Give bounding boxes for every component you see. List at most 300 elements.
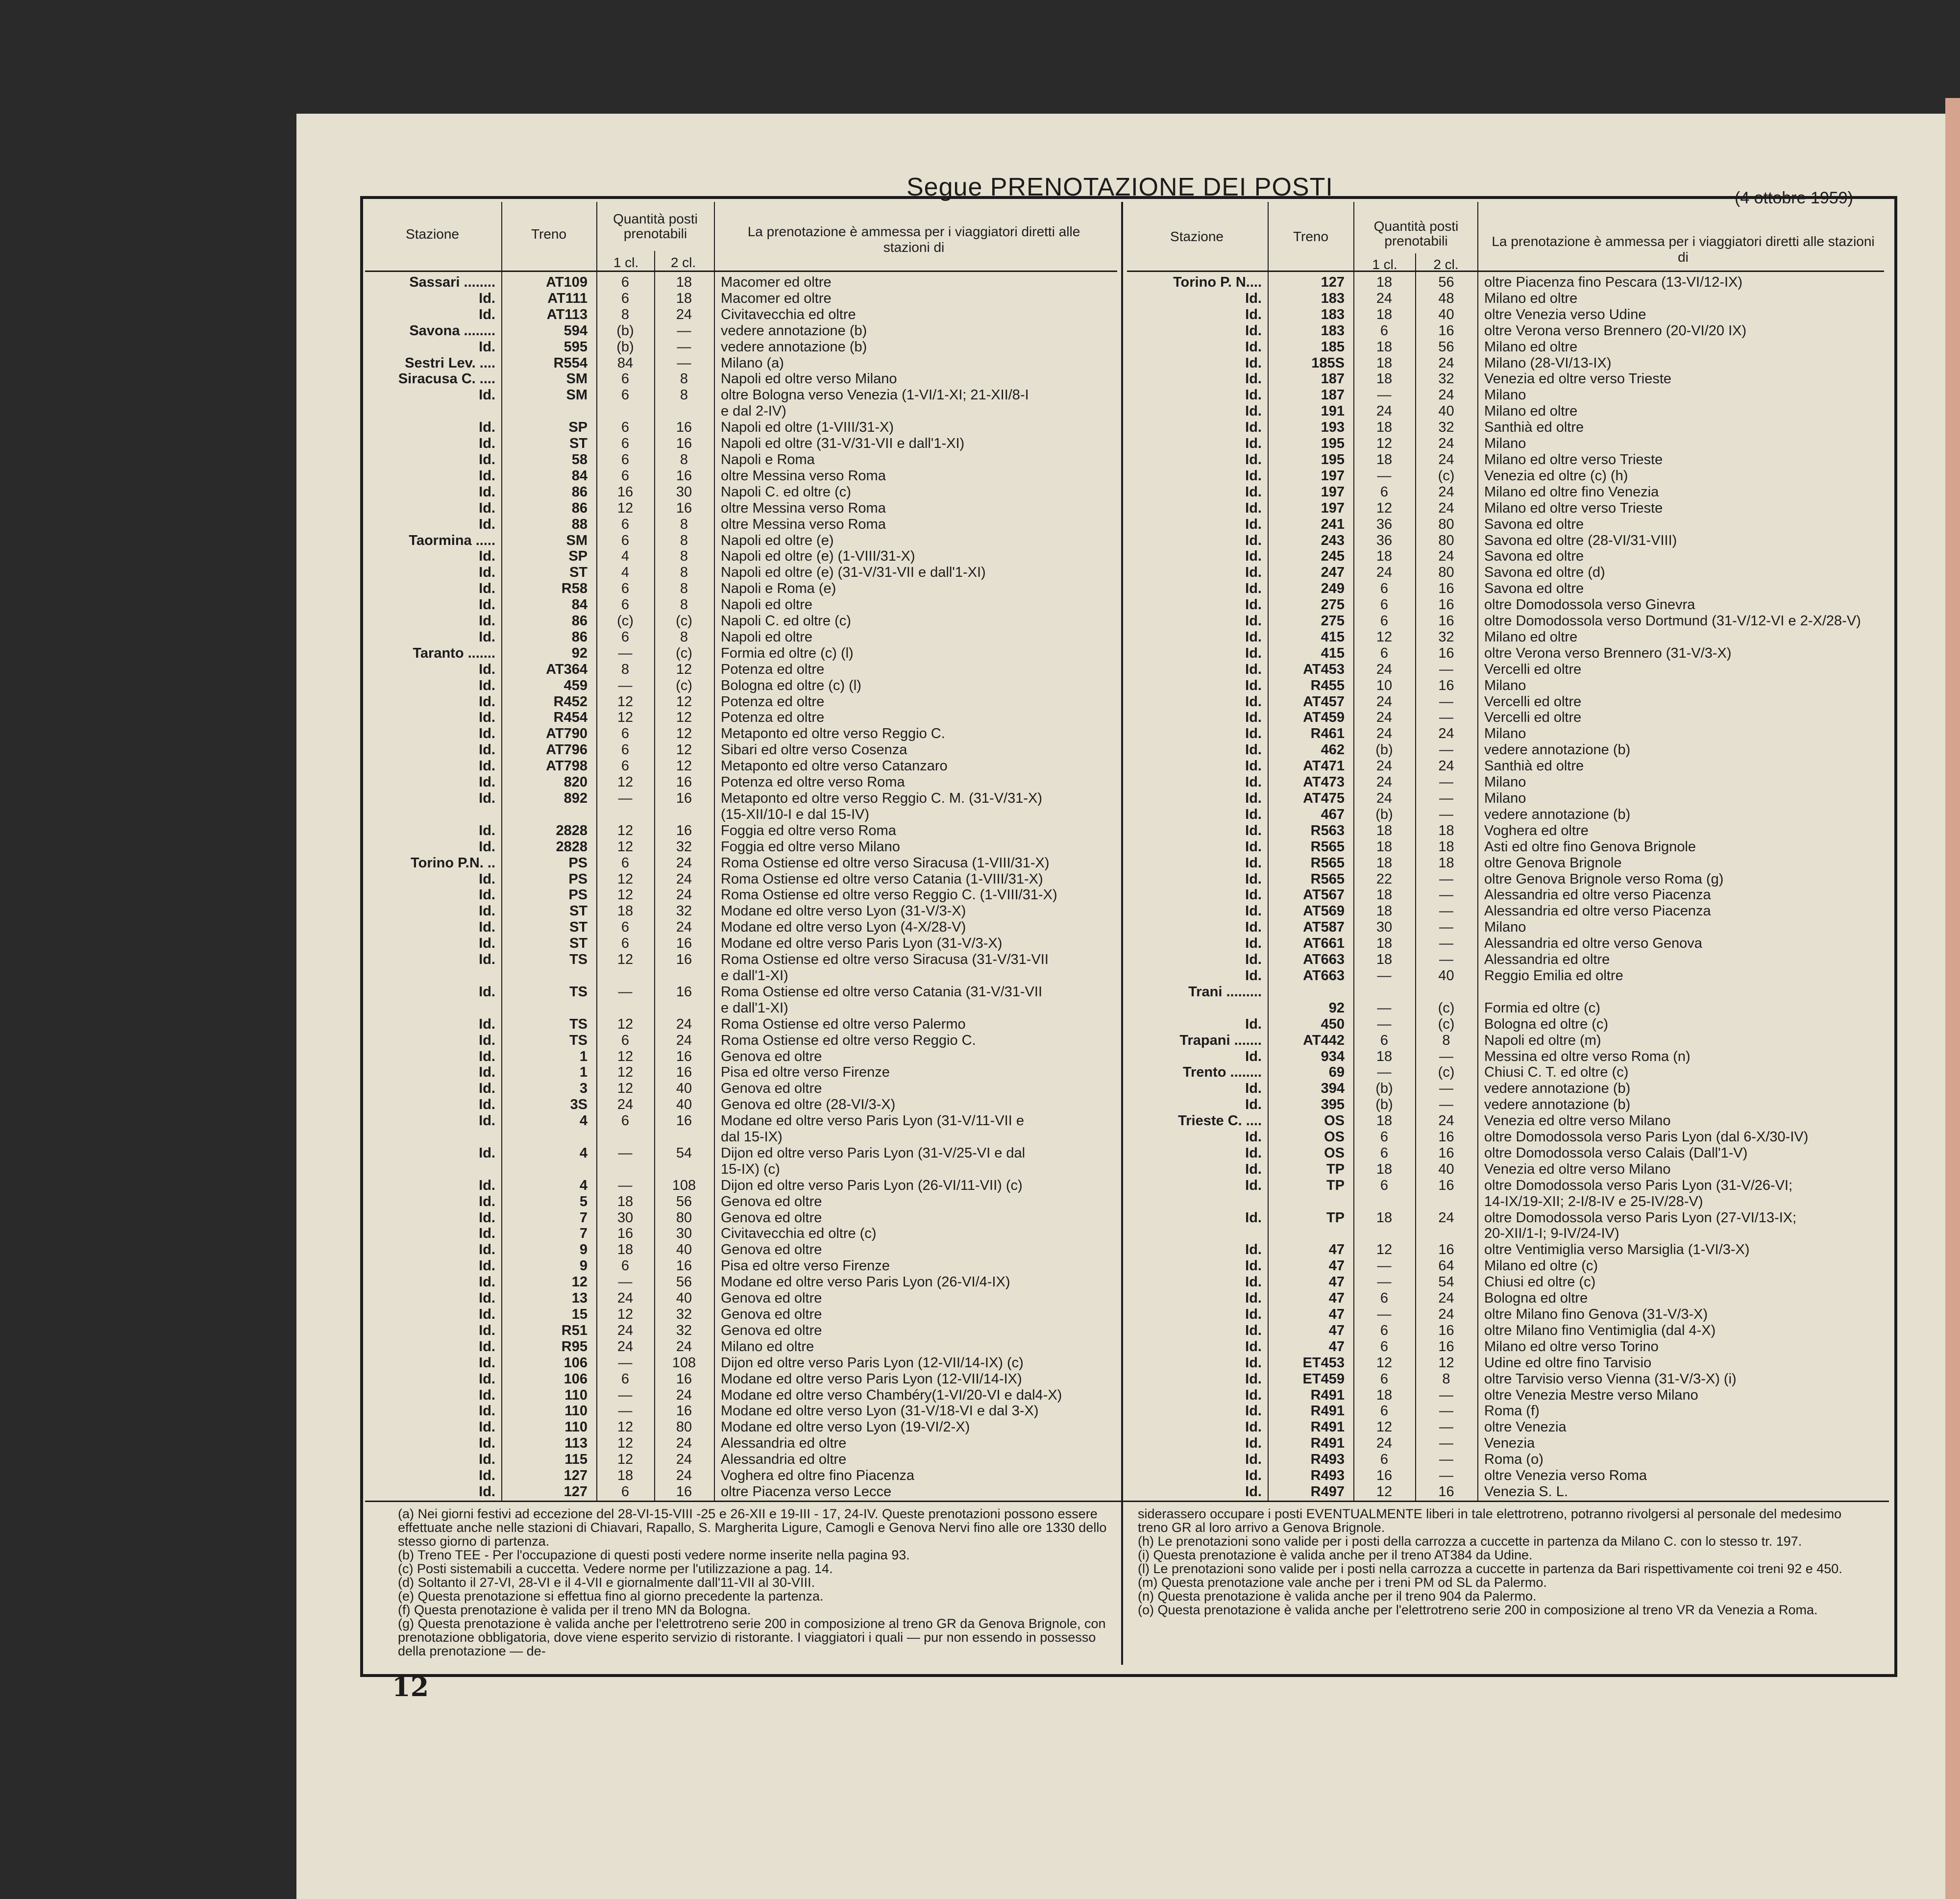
table-row	[365, 468, 1117, 484]
seats-1cl-cell: 6	[1380, 1322, 1389, 1338]
destinations-cell: Venezia ed oltre verso Trieste	[1484, 371, 1672, 387]
destinations-cell: Modane ed oltre verso Paris Lyon (31-V/11-VII e	[721, 1113, 1024, 1129]
seats-1cl-cell: 12	[1376, 1483, 1393, 1500]
table-row	[1127, 1323, 1884, 1339]
station-cell: Id.	[479, 919, 495, 936]
footnote: (i) Questa prenotazione è valida anche per il treno AT384 da Udine.	[1138, 1548, 1533, 1562]
table-row	[365, 919, 1117, 936]
seats-1cl-cell	[1353, 984, 1415, 1000]
train-cell: 69	[1328, 1064, 1345, 1081]
table-row	[1127, 1033, 1884, 1049]
station-cell: Trani .........	[1188, 984, 1262, 1000]
footnote: (d) Soltanto il 27-VI, 28-VI e il 4-VII e giornalmente dall'11-VII al 30-VIII.	[398, 1575, 815, 1590]
train-cell: 88	[571, 516, 588, 532]
train-cell	[1268, 1226, 1353, 1242]
seats-1cl-cell: (b)	[1375, 742, 1393, 758]
train-cell: 462	[1321, 742, 1345, 758]
station-cell: Id.	[1245, 419, 1262, 436]
seats-1cl-cell: 18	[1376, 451, 1393, 468]
train-cell: 86	[571, 484, 588, 500]
train-cell: 86	[571, 500, 588, 516]
station-cell: Id.	[479, 1032, 495, 1048]
destinations-cell: Civitavecchia ed oltre	[721, 306, 856, 322]
seats-2cl-cell: 54	[676, 1145, 692, 1161]
train-cell: 185	[1321, 339, 1345, 355]
footnotes-left	[398, 1507, 1108, 1658]
seats-2cl-cell: (c)	[1438, 1064, 1455, 1081]
destinations-cell: Milano	[1484, 774, 1526, 790]
seats-1cl-cell: 6	[621, 371, 630, 387]
train-cell: ST	[569, 919, 588, 936]
table-row	[1127, 1161, 1884, 1178]
seats-2cl-cell: 8	[680, 532, 688, 548]
station-cell: Torino P.N. ..	[411, 855, 495, 871]
table-row	[1127, 500, 1884, 517]
seats-1cl-cell: 84	[617, 355, 634, 371]
destinations-cell: vedere annotazione (b)	[721, 322, 867, 339]
train-cell: 113	[564, 1435, 588, 1452]
train-cell: AT663	[1303, 952, 1345, 968]
destinations-cell: Venezia ed oltre verso Milano	[1484, 1161, 1671, 1177]
seats-2cl-cell: 24	[676, 919, 692, 936]
station-cell: Id.	[479, 1322, 495, 1338]
seats-1cl-cell: 24	[617, 1322, 634, 1338]
table-row	[1127, 403, 1884, 419]
destinations-cell: Civitavecchia ed oltre (c)	[721, 1226, 877, 1242]
destinations-cell: 20-XII/1-I; 9-IV/24-IV)	[1484, 1226, 1619, 1242]
station-cell: Id.	[1245, 1242, 1262, 1258]
station-cell: Id.	[1245, 1145, 1262, 1161]
destinations-cell: oltre Verona verso Brennero (20-VI/20 IX)	[1484, 322, 1747, 339]
table-row	[1127, 565, 1884, 581]
table-row	[1127, 662, 1884, 678]
destinations-cell: Milano ed oltre verso Trieste	[1484, 451, 1663, 468]
seats-1cl-cell: 6	[621, 855, 630, 871]
train-cell: 3S	[570, 1097, 588, 1113]
seats-2cl-cell: 32	[676, 903, 692, 919]
table-row	[1127, 790, 1884, 807]
seats-1cl-cell: 6	[621, 532, 630, 548]
seats-2cl-cell: 24	[1438, 1209, 1454, 1226]
seats-2cl-cell: 40	[1438, 403, 1454, 419]
train-cell: 9	[579, 1242, 588, 1258]
station-cell: Id.	[479, 984, 495, 1000]
seats-2cl-cell: 8	[1442, 1032, 1450, 1048]
seats-1cl-cell: 6	[621, 726, 630, 742]
destinations-cell: Pisa ed oltre verso Firenze	[721, 1258, 890, 1274]
seats-1cl-cell: 6	[621, 516, 630, 532]
seats-2cl-cell: 8	[680, 597, 688, 613]
destinations-cell: oltre Milano fino Ventimiglia (dal 4-X)	[1484, 1322, 1716, 1338]
table-row	[365, 839, 1117, 855]
station-cell: Id.	[1245, 710, 1262, 726]
train-cell: AT567	[1303, 887, 1345, 903]
table-row	[365, 548, 1117, 565]
seats-2cl-cell: 24	[676, 306, 692, 322]
destinations-cell: Roma (o)	[1484, 1452, 1544, 1468]
table-row	[365, 710, 1117, 726]
seats-2cl-cell: 12	[676, 710, 692, 726]
destinations-cell: oltre Ventimiglia verso Marsiglia (1-VI/3-X)	[1484, 1242, 1750, 1258]
table-row	[365, 533, 1117, 549]
station-cell: Id.	[479, 419, 495, 436]
destinations-cell: 15-IX) (c)	[721, 1161, 780, 1177]
train-cell: ET453	[1302, 1355, 1345, 1371]
station-cell: Id.	[1245, 1403, 1262, 1419]
seats-2cl-cell: 32	[676, 1307, 692, 1322]
train-cell: 195	[1321, 451, 1345, 468]
seats-1cl-cell: 6	[621, 1371, 630, 1387]
seats-2cl-cell: 24	[1438, 500, 1454, 516]
destinations-cell: oltre Messina verso Roma	[721, 516, 886, 532]
seats-2cl-cell: —	[1439, 710, 1453, 726]
seats-1cl-cell: 6	[1380, 1129, 1389, 1145]
destinations-cell: Asti ed oltre fino Genova Brignole	[1484, 839, 1696, 855]
table-row	[365, 1226, 1117, 1242]
destinations-cell: Dijon ed oltre verso Paris Lyon (12-VII/14-IX) (c)	[721, 1355, 1024, 1371]
train-cell: OS	[1324, 1145, 1345, 1161]
destinations-cell: Chiusi C. T. ed oltre (c)	[1484, 1064, 1629, 1081]
seats-2cl-cell: 16	[676, 822, 692, 839]
train-cell: TP	[1326, 1209, 1345, 1226]
seats-1cl-cell: (c)	[617, 613, 634, 629]
seats-1cl-cell: —	[1377, 468, 1392, 484]
table-row	[365, 1452, 1117, 1468]
station-cell: Id.	[1245, 1097, 1262, 1113]
seats-1cl-cell: 6	[621, 597, 630, 613]
table-row	[365, 355, 1117, 371]
table-row	[1127, 1339, 1884, 1355]
seats-1cl-cell: 24	[1376, 726, 1393, 742]
station-cell: Id.	[479, 1355, 495, 1371]
table-row	[1127, 1371, 1884, 1387]
seats-1cl-cell: 36	[1376, 516, 1393, 532]
destinations-cell: Milano ed oltre	[1484, 339, 1578, 355]
station-cell: Id.	[1245, 1258, 1262, 1274]
destinations-cell: Genova ed oltre	[721, 1307, 822, 1322]
train-cell: OS	[1324, 1113, 1345, 1129]
seats-1cl-cell: —	[1377, 1258, 1392, 1274]
train-cell: TS	[569, 984, 588, 1000]
train-cell: 249	[1321, 581, 1345, 597]
seats-1cl-cell: 12	[617, 822, 634, 839]
train-cell: 47	[1328, 1307, 1345, 1322]
station-cell: Id.	[479, 1419, 495, 1435]
station-cell: Id.	[1245, 967, 1262, 984]
train-cell: PS	[568, 855, 588, 871]
seats-2cl-cell: —	[1439, 693, 1453, 710]
destinations-cell: Napoli C. ed oltre (c)	[721, 484, 851, 500]
seats-2cl-cell: 16	[1438, 1242, 1454, 1258]
train-cell: 183	[1321, 322, 1345, 339]
destinations-cell: Milano	[1484, 387, 1526, 403]
train-cell: R58	[561, 581, 588, 597]
destinations-cell: Santhià ed oltre	[1484, 419, 1584, 436]
destinations-cell: Milano ed oltre	[1484, 290, 1578, 306]
destinations-cell: Vercelli ed oltre	[1484, 661, 1582, 677]
seats-1cl-cell: 18	[617, 1242, 634, 1258]
train-cell: 2828	[556, 822, 588, 839]
station-cell: Id.	[1245, 532, 1262, 548]
seats-1cl-cell: 6	[621, 1113, 630, 1129]
seats-1cl-cell: 6	[621, 419, 630, 436]
station-cell: Trapani .......	[1179, 1032, 1262, 1048]
train-cell: AT663	[1303, 967, 1345, 984]
header-stazione: Stazione	[1170, 229, 1224, 244]
train-cell: 820	[564, 774, 588, 790]
train-cell: 3	[579, 1081, 588, 1097]
seats-2cl-cell: —	[677, 355, 691, 371]
train-cell: 197	[1321, 484, 1345, 500]
station-cell: Id.	[479, 1290, 495, 1307]
train-cell: R51	[561, 1322, 588, 1338]
station-cell: Sassari ........	[409, 274, 495, 290]
seats-1cl-cell: 6	[1380, 597, 1389, 613]
table-row	[365, 452, 1117, 468]
seats-2cl-cell: 8	[680, 548, 688, 565]
seats-2cl-cell: 12	[1438, 1355, 1454, 1371]
seats-1cl-cell: 18	[1376, 339, 1393, 355]
seats-1cl-cell	[596, 1161, 654, 1178]
seats-2cl-cell: 48	[1438, 290, 1454, 306]
station-cell: Id.	[1245, 484, 1262, 500]
destinations-cell: oltre Domodossola verso Dortmund (31-V/12-VI e 2-X/28-V)	[1484, 613, 1861, 629]
station-cell: Id.	[1245, 322, 1262, 339]
left-table-header	[365, 202, 1117, 272]
seats-2cl-cell: 32	[1438, 629, 1454, 645]
seats-1cl-cell: —	[1377, 1016, 1392, 1032]
page-date: (4 ottobre 1959)	[1735, 189, 1853, 207]
table-row	[1127, 533, 1884, 549]
station-cell: Id.	[1245, 1048, 1262, 1064]
seats-1cl-cell: 24	[1376, 661, 1393, 677]
seats-1cl-cell: —	[618, 1355, 633, 1371]
station-cell: Id.	[1245, 919, 1262, 936]
seats-1cl-cell: 12	[617, 1452, 634, 1468]
seats-1cl-cell: 6	[1380, 645, 1389, 661]
train-cell: 92	[571, 645, 588, 661]
seats-1cl-cell: 12	[1376, 629, 1393, 645]
seats-1cl-cell: 18	[1376, 1113, 1393, 1129]
destinations-cell: Chiusi ed oltre (c)	[1484, 1274, 1596, 1290]
seats-2cl-cell: (c)	[1438, 1000, 1455, 1016]
header-treno: Treno	[1293, 229, 1329, 244]
train-cell: R497	[1310, 1483, 1345, 1500]
table-row	[1127, 1064, 1884, 1081]
station-cell: Id.	[479, 661, 495, 677]
footnote: (o) Questa prenotazione è valida anche per l'elettrotreno serie 200 in composizione al treno VR da Venezia a Roma.	[1138, 1603, 1818, 1617]
station-cell: Id.	[479, 565, 495, 581]
train-cell: 127	[564, 1483, 588, 1500]
station-cell: Id.	[479, 339, 495, 355]
train-cell: 86	[571, 613, 588, 629]
station-cell: Id.	[1245, 855, 1262, 871]
station-cell: Id.	[1245, 726, 1262, 742]
train-cell: 106	[564, 1371, 588, 1387]
table-row	[365, 565, 1117, 581]
table-row	[365, 307, 1117, 323]
destinations-cell: Modane ed oltre verso Paris Lyon (31-V/3-X)	[721, 936, 1003, 952]
train-cell: ST	[569, 936, 588, 952]
station-cell: Id.	[479, 1113, 495, 1129]
table-row	[365, 291, 1117, 307]
header-treno: Treno	[531, 226, 567, 242]
destinations-cell: Milano	[1484, 790, 1526, 806]
destinations-cell: Alessandria ed oltre verso Piacenza	[1484, 903, 1711, 919]
destinations-cell: Milano ed oltre (c)	[1484, 1258, 1598, 1274]
train-cell: TS	[569, 1032, 588, 1048]
destinations-cell: Potenza ed oltre	[721, 661, 825, 677]
train-cell	[501, 403, 596, 419]
seats-2cl-cell: 12	[676, 758, 692, 774]
seats-1cl-cell: 36	[1376, 532, 1393, 548]
destinations-cell: Napoli ed oltre verso Milano	[721, 371, 897, 387]
station-cell: Siracusa C. ....	[398, 371, 495, 387]
destinations-cell: Foggia ed oltre verso Milano	[721, 839, 900, 855]
seats-1cl-cell: —	[618, 645, 633, 661]
seats-1cl-cell: —	[1377, 1064, 1392, 1081]
seats-2cl-cell: 24	[676, 1032, 692, 1048]
seats-2cl-cell: 16	[1438, 613, 1454, 629]
destinations-cell: oltre Milano fino Genova (31-V/3-X)	[1484, 1307, 1708, 1322]
seats-1cl-cell: 18	[1376, 548, 1393, 565]
seats-1cl-cell: 6	[1380, 1177, 1389, 1193]
seats-2cl-cell: —	[1439, 919, 1453, 936]
seats-1cl-cell: 18	[1376, 936, 1393, 952]
station-cell: Id.	[1245, 693, 1262, 710]
table-row	[365, 1403, 1117, 1419]
station-cell: Id.	[479, 693, 495, 710]
table-row	[365, 984, 1117, 1000]
station-cell: Id.	[479, 1193, 495, 1209]
seats-1cl-cell: 8	[621, 306, 630, 322]
train-cell: R491	[1310, 1403, 1345, 1419]
seats-1cl-cell: 12	[617, 1064, 634, 1081]
station-cell: Id.	[1245, 629, 1262, 645]
seats-1cl-cell: 18	[1376, 903, 1393, 919]
table-row	[365, 855, 1117, 871]
header-cl2: 2 cl.	[670, 255, 696, 270]
station-cell: Id.	[479, 500, 495, 516]
train-cell: ST	[569, 565, 588, 581]
destinations-cell: Napoli e Roma	[721, 451, 815, 468]
train-cell: PS	[568, 887, 588, 903]
table-row	[365, 1049, 1117, 1065]
table-row	[1127, 468, 1884, 484]
seats-2cl-cell: 40	[1438, 1161, 1454, 1177]
train-cell: 183	[1321, 306, 1345, 322]
seats-2cl-cell	[654, 968, 714, 984]
station-cell: Id.	[479, 1403, 495, 1419]
seats-1cl-cell: 24	[1376, 1435, 1393, 1452]
train-cell: 4	[579, 1145, 588, 1161]
seats-2cl-cell: 16	[676, 790, 692, 806]
station-cell	[1127, 1194, 1268, 1210]
train-cell: AT790	[546, 726, 588, 742]
station-cell: Id.	[479, 1048, 495, 1064]
train-cell: 595	[564, 339, 588, 355]
seats-1cl-cell	[596, 968, 654, 984]
train-cell: 7	[579, 1226, 588, 1242]
table-row	[1127, 436, 1884, 452]
seats-2cl-cell: 16	[676, 1048, 692, 1064]
seats-1cl-cell: —	[1377, 1274, 1392, 1290]
train-cell: 934	[1321, 1048, 1345, 1064]
station-cell: Id.	[479, 1177, 495, 1193]
station-cell: Id.	[1245, 306, 1262, 322]
seats-2cl-cell: 24	[676, 855, 692, 871]
header-cl1: 1 cl.	[613, 255, 639, 270]
train-cell: 47	[1328, 1274, 1345, 1290]
table-row	[365, 758, 1117, 774]
seats-1cl-cell: 18	[1376, 1048, 1393, 1064]
destinations-cell: e dall'1-XI)	[721, 1000, 788, 1016]
train-cell: AT471	[1303, 758, 1345, 774]
table-row	[1127, 1113, 1884, 1129]
seats-1cl-cell: —	[1377, 387, 1392, 403]
station-cell: Id.	[479, 677, 495, 693]
table-row	[1127, 371, 1884, 387]
train-cell: AT798	[546, 758, 588, 774]
seats-1cl-cell: 12	[617, 1016, 634, 1032]
train-cell: 110	[564, 1387, 588, 1403]
seats-1cl-cell: 24	[1376, 565, 1393, 581]
seats-2cl-cell: 16	[1438, 677, 1454, 693]
left-rows	[365, 274, 1117, 1500]
train-cell: 183	[1321, 290, 1345, 306]
station-cell: Savona ........	[409, 322, 495, 339]
seats-1cl-cell: 16	[617, 484, 634, 500]
station-cell: Id.	[1245, 903, 1262, 919]
station-cell	[1127, 1226, 1268, 1242]
table-row	[1127, 855, 1884, 871]
table-row	[1127, 1210, 1884, 1226]
seats-2cl-cell: 8	[680, 629, 688, 645]
station-cell: Id.	[1245, 500, 1262, 516]
destinations-cell: vedere annotazione (b)	[1484, 742, 1631, 758]
train-cell: AT473	[1303, 774, 1345, 790]
seats-1cl-cell: 18	[1376, 371, 1393, 387]
seats-2cl-cell: 18	[1438, 822, 1454, 839]
table-row	[1127, 339, 1884, 355]
train-cell: 47	[1328, 1242, 1345, 1258]
station-cell: Id.	[479, 726, 495, 742]
seats-2cl-cell: 56	[676, 1274, 692, 1290]
destinations-cell: Modane ed oltre verso Chambéry(1-VI/20-VI e dal4-X)	[721, 1387, 1062, 1403]
seats-1cl-cell: 6	[1380, 484, 1389, 500]
table-row	[1127, 1387, 1884, 1404]
table-row	[1127, 1452, 1884, 1468]
train-cell: 241	[1321, 516, 1345, 532]
seats-2cl-cell: 30	[676, 484, 692, 500]
station-cell: Id.	[479, 387, 495, 403]
train-cell: AT109	[546, 274, 588, 290]
train-cell: 13	[571, 1290, 588, 1307]
seats-1cl-cell: 6	[1380, 1338, 1389, 1355]
train-cell: 92	[1328, 1000, 1345, 1016]
seats-2cl-cell: 54	[1438, 1274, 1454, 1290]
header-quantita: Quantità posti prenotabili	[1373, 219, 1459, 248]
seats-1cl-cell: 12	[617, 774, 634, 790]
train-cell: 106	[564, 1355, 588, 1371]
seats-2cl-cell: 40	[676, 1097, 692, 1113]
footnote: siderassero occupare i posti EVENTUALMENTE liberi in tale elettrotreno, potranno rivolgersi al personale del medesimo treno GR al loro arrivo a Genova Brignole.	[1138, 1506, 1842, 1535]
table-row	[365, 1307, 1117, 1323]
train-cell: R493	[1310, 1452, 1345, 1468]
destinations-cell: Sibari ed oltre verso Cosenza	[721, 742, 907, 758]
seats-2cl-cell: 56	[1438, 339, 1454, 355]
destinations-cell: Vercelli ed oltre	[1484, 710, 1582, 726]
